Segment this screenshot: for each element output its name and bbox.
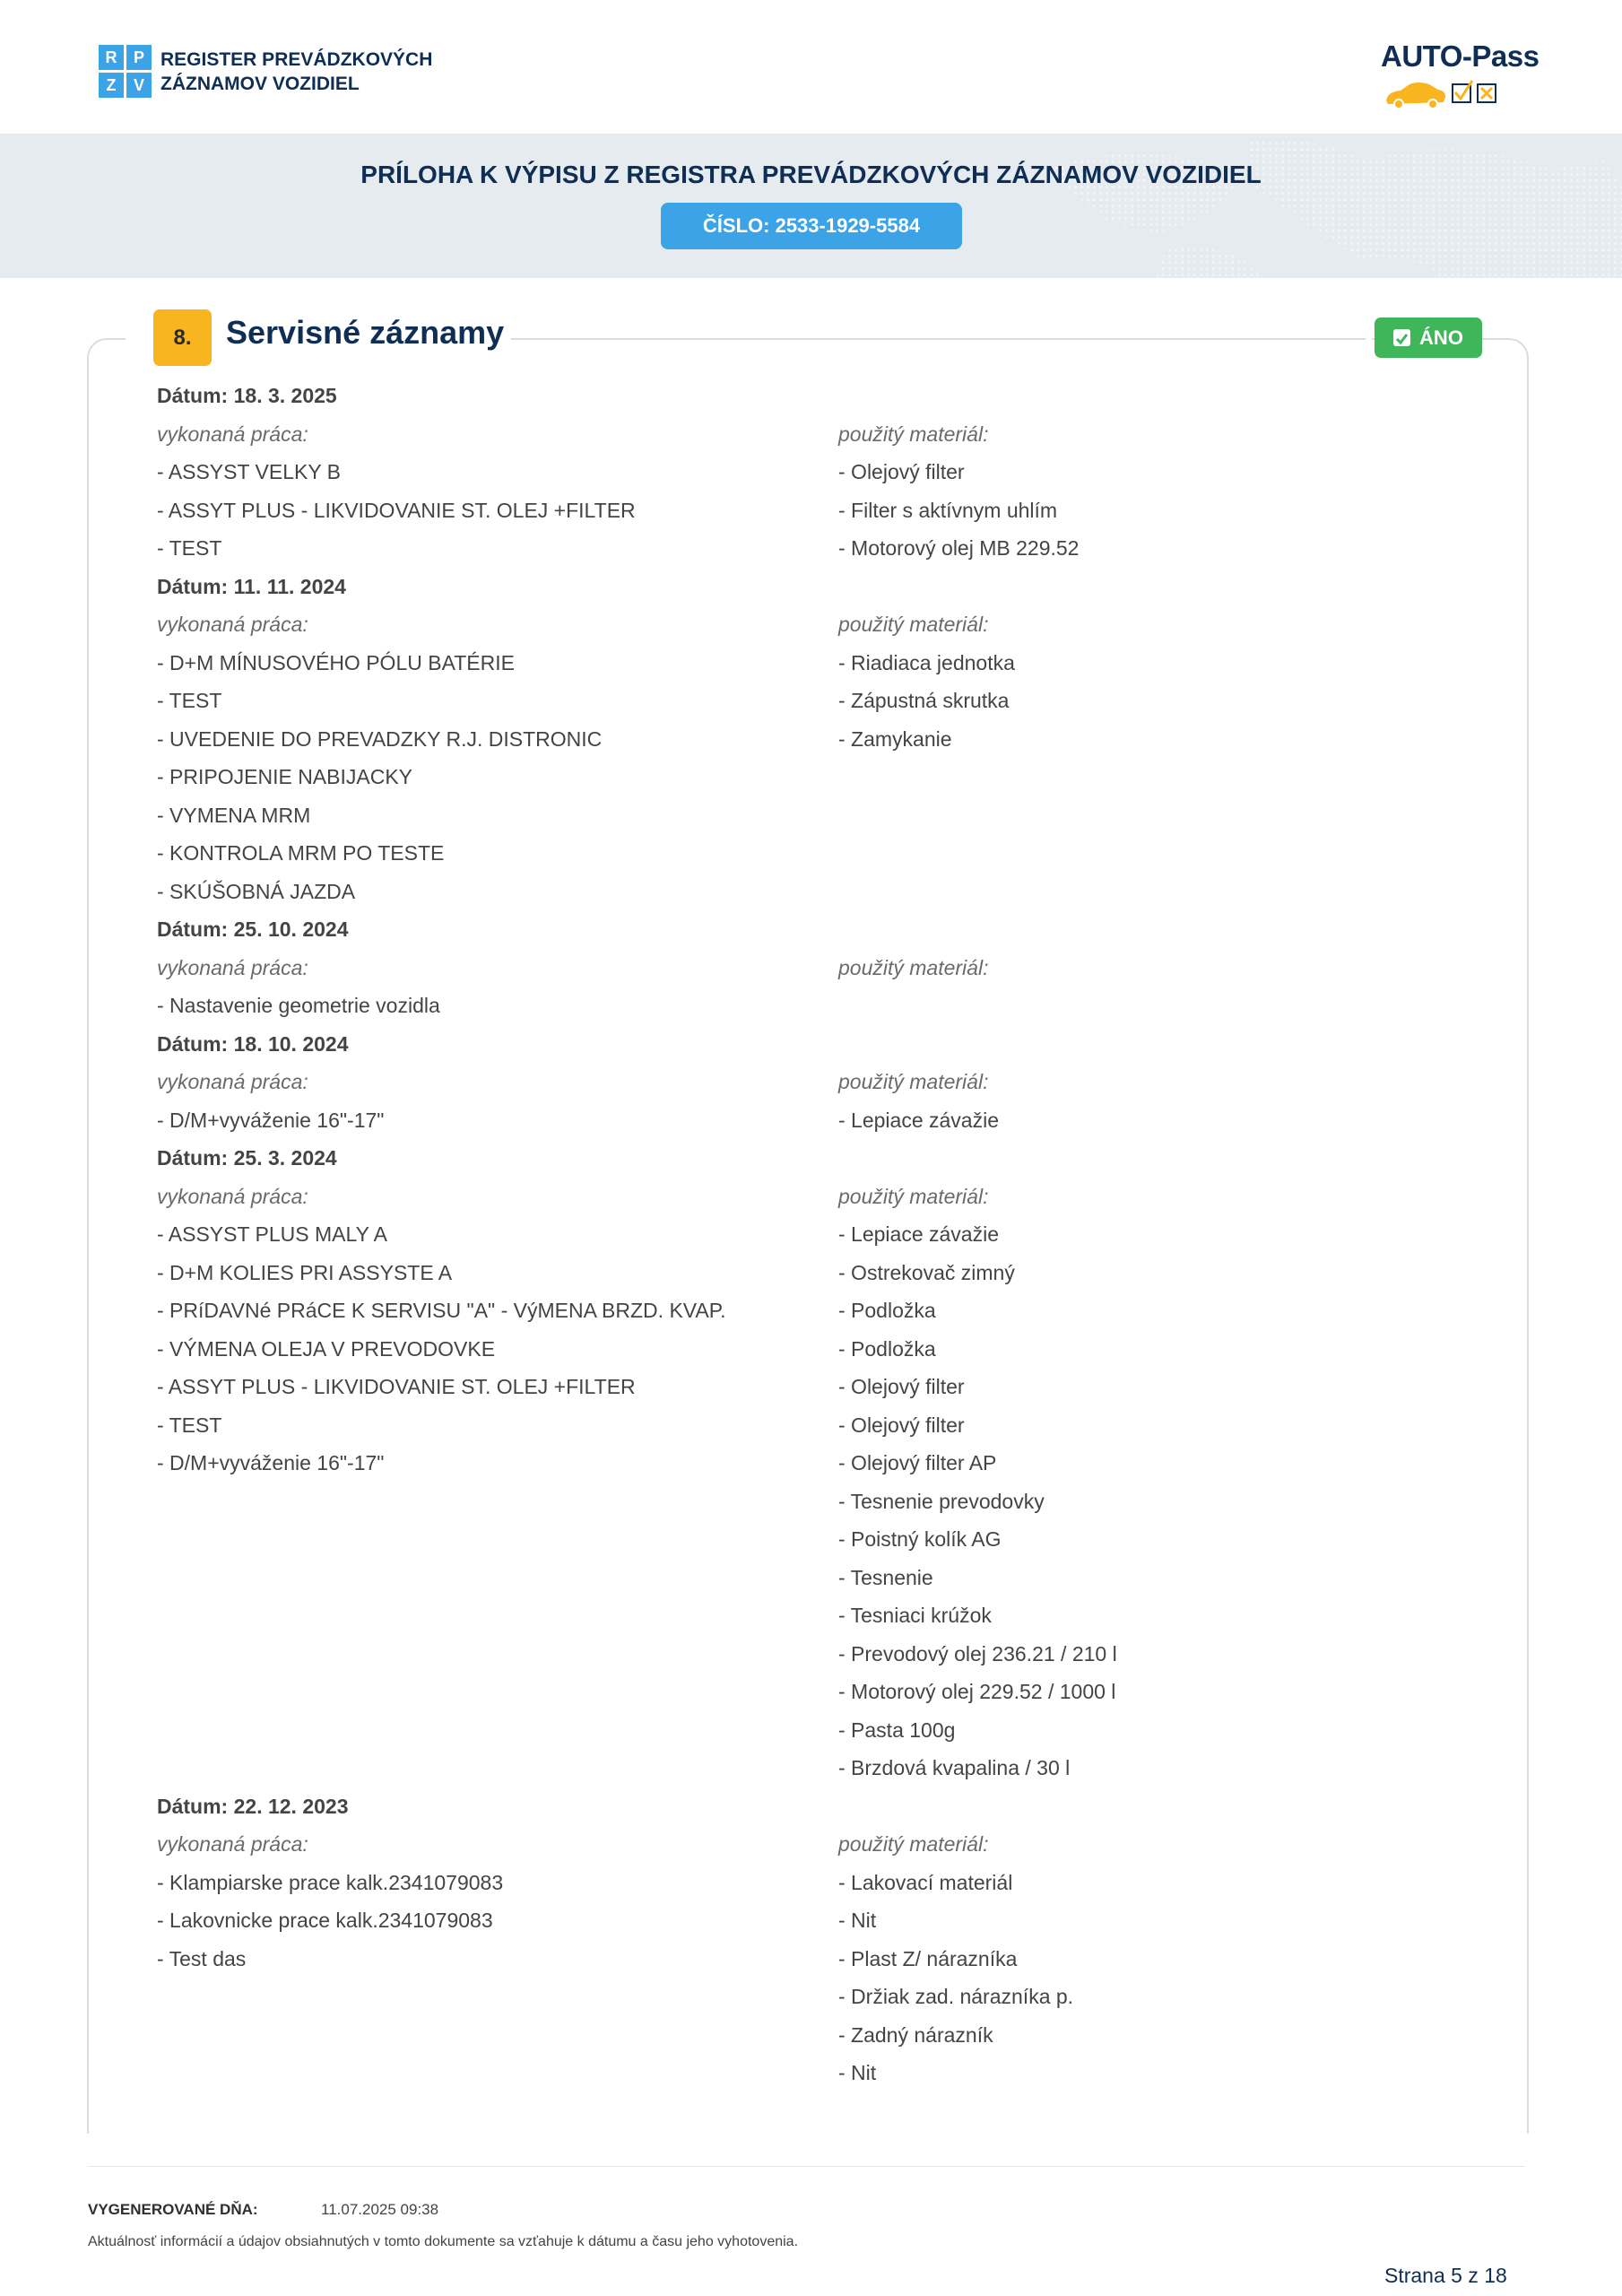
material-item: - Pasta 100g (838, 1718, 956, 1742)
record-date-row (157, 568, 1457, 606)
material-label: použitý materiál: (838, 422, 989, 446)
work-item: - KONTROLA MRM PO TESTE (157, 841, 445, 865)
work-item: - Test das (157, 1946, 247, 1970)
record-item-row (157, 1101, 1457, 1140)
logo-letter: P (126, 45, 152, 70)
material-item: - Poistný kolík AG (838, 1527, 1002, 1551)
material-item: - Tesnenie (838, 1565, 933, 1589)
record-item-row (157, 758, 1457, 796)
material-item: - Držiak zad. nárazníka p. (838, 1985, 1074, 2008)
document-number-badge: ČÍSLO: 2533-1929-5584 (661, 203, 962, 249)
record-label-row (157, 605, 1457, 644)
material-item: - Podložka (838, 1336, 936, 1361)
record-item-row (157, 2054, 1457, 2092)
generated-datetime: 11.07.2025 09:38 (321, 2201, 439, 2218)
record-date-row (157, 1787, 1457, 1826)
logo-line-2: ZÁZNAMOV VOZIDIEL (160, 73, 360, 94)
record-item-row (157, 1978, 1457, 2016)
status-badge (1375, 317, 1482, 358)
work-label: vykonaná práca: (157, 422, 308, 446)
record-item-row (157, 1559, 1457, 1597)
section-number-badge: 8. (153, 309, 212, 366)
record-date: Dátum: 18. 3. 2025 (157, 384, 337, 407)
work-item: - TEST (157, 1413, 222, 1437)
record-date: Dátum: 18. 10. 2024 (157, 1031, 349, 1056)
record-item-row (157, 1292, 1457, 1330)
autopass-logo (1381, 39, 1539, 74)
record-item-row (157, 2016, 1457, 2055)
record-item-row (157, 796, 1457, 835)
record-item-row (157, 682, 1457, 720)
record-item-row (157, 529, 1457, 568)
record-item-row (157, 1635, 1457, 1674)
record-item-row (157, 1483, 1457, 1521)
record-item-row (157, 1368, 1457, 1406)
material-item: - Zadný nárazník (838, 2022, 993, 2047)
material-item: - Tesnenie prevodovky (838, 1489, 1045, 1513)
record-item-row (157, 1901, 1457, 1940)
record-item-row (157, 1749, 1457, 1787)
work-item: - PRíDAVNé PRáCE K SERVISU "A" - VýMENA BRZD. KVAP. (157, 1299, 726, 1322)
material-item: - Olejový filter (838, 1413, 965, 1437)
record-date: Dátum: 22. 12. 2023 (157, 1794, 349, 1818)
material-label: použitý materiál: (838, 1070, 989, 1093)
record-label-row (157, 1178, 1457, 1216)
work-item: - Nastavenie geometrie vozidla (157, 994, 440, 1017)
material-label: použitý materiál: (838, 1832, 989, 1856)
material-item: - Olejový filter (838, 1375, 965, 1398)
material-item: - Prevodový olej 236.21 / 210 l (838, 1641, 1117, 1665)
record-item-row (157, 873, 1457, 911)
material-item: - Lepiace závažie (838, 1108, 999, 1132)
work-item: - SKÚŠOBNÁ JAZDA (157, 879, 356, 903)
material-item: - Brzdová kvapalina / 30 l (838, 1756, 1071, 1779)
material-item: - Olejový filter AP (838, 1451, 997, 1474)
record-item-row (157, 1330, 1457, 1369)
record-item-row (157, 1444, 1457, 1483)
generated-label: VYGENEROVANÉ DŇA: (88, 2201, 258, 2218)
material-item: - Lakovací materiál (838, 1870, 1013, 1894)
work-item: - TEST (157, 689, 222, 712)
material-item: - Olejový filter (838, 460, 965, 483)
record-item-row (157, 1673, 1457, 1711)
work-item: - D/M+vyváženie 16"-17" (157, 1108, 385, 1132)
work-item: - ASSYST PLUS MALY A (157, 1222, 387, 1246)
record-item-row (157, 720, 1457, 759)
work-item: - PRIPOJENIE NABIJACKY (157, 765, 413, 788)
work-item: - ASSYT PLUS - LIKVIDOVANIE ST. OLEJ +FILTER (157, 1375, 636, 1398)
record-item-row (157, 1864, 1457, 1902)
car-checkbox-icon (1383, 77, 1535, 113)
section-title-rule (511, 338, 1366, 340)
record-label-row (157, 1063, 1457, 1101)
work-item: - Lakovnicke prace kalk.2341079083 (157, 1909, 493, 1932)
work-item: - D/M+vyváženie 16"-17" (157, 1451, 385, 1474)
rpzv-logo (99, 45, 432, 98)
work-item: - VYMENA MRM (157, 803, 311, 827)
work-item: - UVEDENIE DO PREVADZKY R.J. DISTRONIC (157, 726, 603, 751)
work-item: - D+M MÍNUSOVÉHO PÓLU BATÉRIE (157, 650, 515, 674)
work-label: vykonaná práca: (157, 1832, 308, 1856)
work-item: - ASSYT PLUS - LIKVIDOVANIE ST. OLEJ +FILTER (157, 498, 636, 522)
record-item-row (157, 491, 1457, 530)
work-label: vykonaná práca: (157, 1184, 308, 1208)
material-item: - Filter s aktívnym uhlím (838, 498, 1058, 522)
record-item-row (157, 834, 1457, 873)
document-title: PRÍLOHA K VÝPISU Z REGISTRA PREVÁDZKOVÝCH ZÁZNAMOV VOZIDIEL (360, 161, 1262, 188)
work-label: vykonaná práca: (157, 955, 308, 979)
material-item: - Lepiace závažie (838, 1222, 999, 1246)
logo-letter: R (99, 45, 124, 70)
rpzv-logo-mark (99, 45, 152, 98)
material-item: - Podložka (838, 1299, 936, 1322)
record-date-row (157, 1025, 1457, 1064)
footer-note: Aktuálnosť informácií a údajov obsiahnutých v tomto dokumente sa vzťahuje k dátumu a času jeho vyhotovenia. (88, 2234, 799, 2249)
material-item: - Zamykanie (838, 726, 952, 751)
page-number: Strana 5 z 18 (1384, 2264, 1507, 2287)
material-item: - Tesniaci krúžok (838, 1604, 992, 1627)
service-records-list (157, 377, 1457, 2092)
work-item: - D+M KOLIES PRI ASSYSTE A (157, 1260, 453, 1284)
material-item: - Nit (838, 2061, 877, 2084)
work-item: - ASSYST VELKY B (157, 460, 341, 483)
work-label: vykonaná práca: (157, 613, 308, 636)
footer-divider (87, 2166, 1525, 2167)
work-item: - TEST (157, 536, 222, 560)
record-item-row (157, 453, 1457, 491)
material-item: - Zápustná skrutka (838, 689, 1010, 712)
record-date-row (157, 1139, 1457, 1178)
record-date-row (157, 377, 1457, 415)
material-label: použitý materiál: (838, 613, 989, 636)
work-label: vykonaná práca: (157, 1070, 308, 1093)
logo-letter: Z (99, 73, 124, 98)
material-item: - Riadiaca jednotka (838, 650, 1015, 674)
section-title: Servisné záznamy (226, 314, 505, 351)
record-item-row (157, 1711, 1457, 1750)
autopass-title: AUTO-Pass (1381, 39, 1540, 73)
work-item: - Klampiarske prace kalk.2341079083 (157, 1870, 504, 1894)
status-label: ÁNO (1419, 326, 1463, 349)
material-item: - Plast Z/ nárazníka (838, 1946, 1018, 1970)
record-item-row (157, 1940, 1457, 1979)
material-label: použitý materiál: (838, 955, 989, 979)
record-item-row (157, 644, 1457, 683)
record-date-row (157, 910, 1457, 949)
record-date: Dátum: 25. 3. 2024 (157, 1146, 337, 1170)
record-item-row (157, 1596, 1457, 1635)
record-date: Dátum: 25. 10. 2024 (157, 918, 349, 941)
title-banner (0, 134, 1622, 278)
work-item: - VÝMENA OLEJA V PREVODOVKE (157, 1336, 496, 1361)
record-item-row (157, 1406, 1457, 1445)
material-item: - Nit (838, 1909, 877, 1932)
logo-text (160, 48, 432, 96)
logo-letter: V (126, 73, 152, 98)
record-label-row (157, 1825, 1457, 1864)
world-map-dots-decoration (941, 134, 1622, 278)
material-label: použitý materiál: (838, 1184, 989, 1208)
record-item-row (157, 1215, 1457, 1254)
check-icon (1393, 329, 1410, 346)
record-item-row (157, 1520, 1457, 1559)
record-date: Dátum: 11. 11. 2024 (157, 574, 346, 598)
record-label-row (157, 949, 1457, 987)
record-item-row (157, 987, 1457, 1025)
material-item: - Ostrekovač zimný (838, 1260, 1015, 1284)
material-item: - Motorový olej 229.52 / 1000 l (838, 1680, 1116, 1703)
record-item-row (157, 1254, 1457, 1292)
material-item: - Motorový olej MB 229.52 (838, 536, 1080, 560)
record-label-row (157, 415, 1457, 454)
logo-line-1: REGISTER PREVÁDZKOVÝCH (160, 48, 433, 70)
